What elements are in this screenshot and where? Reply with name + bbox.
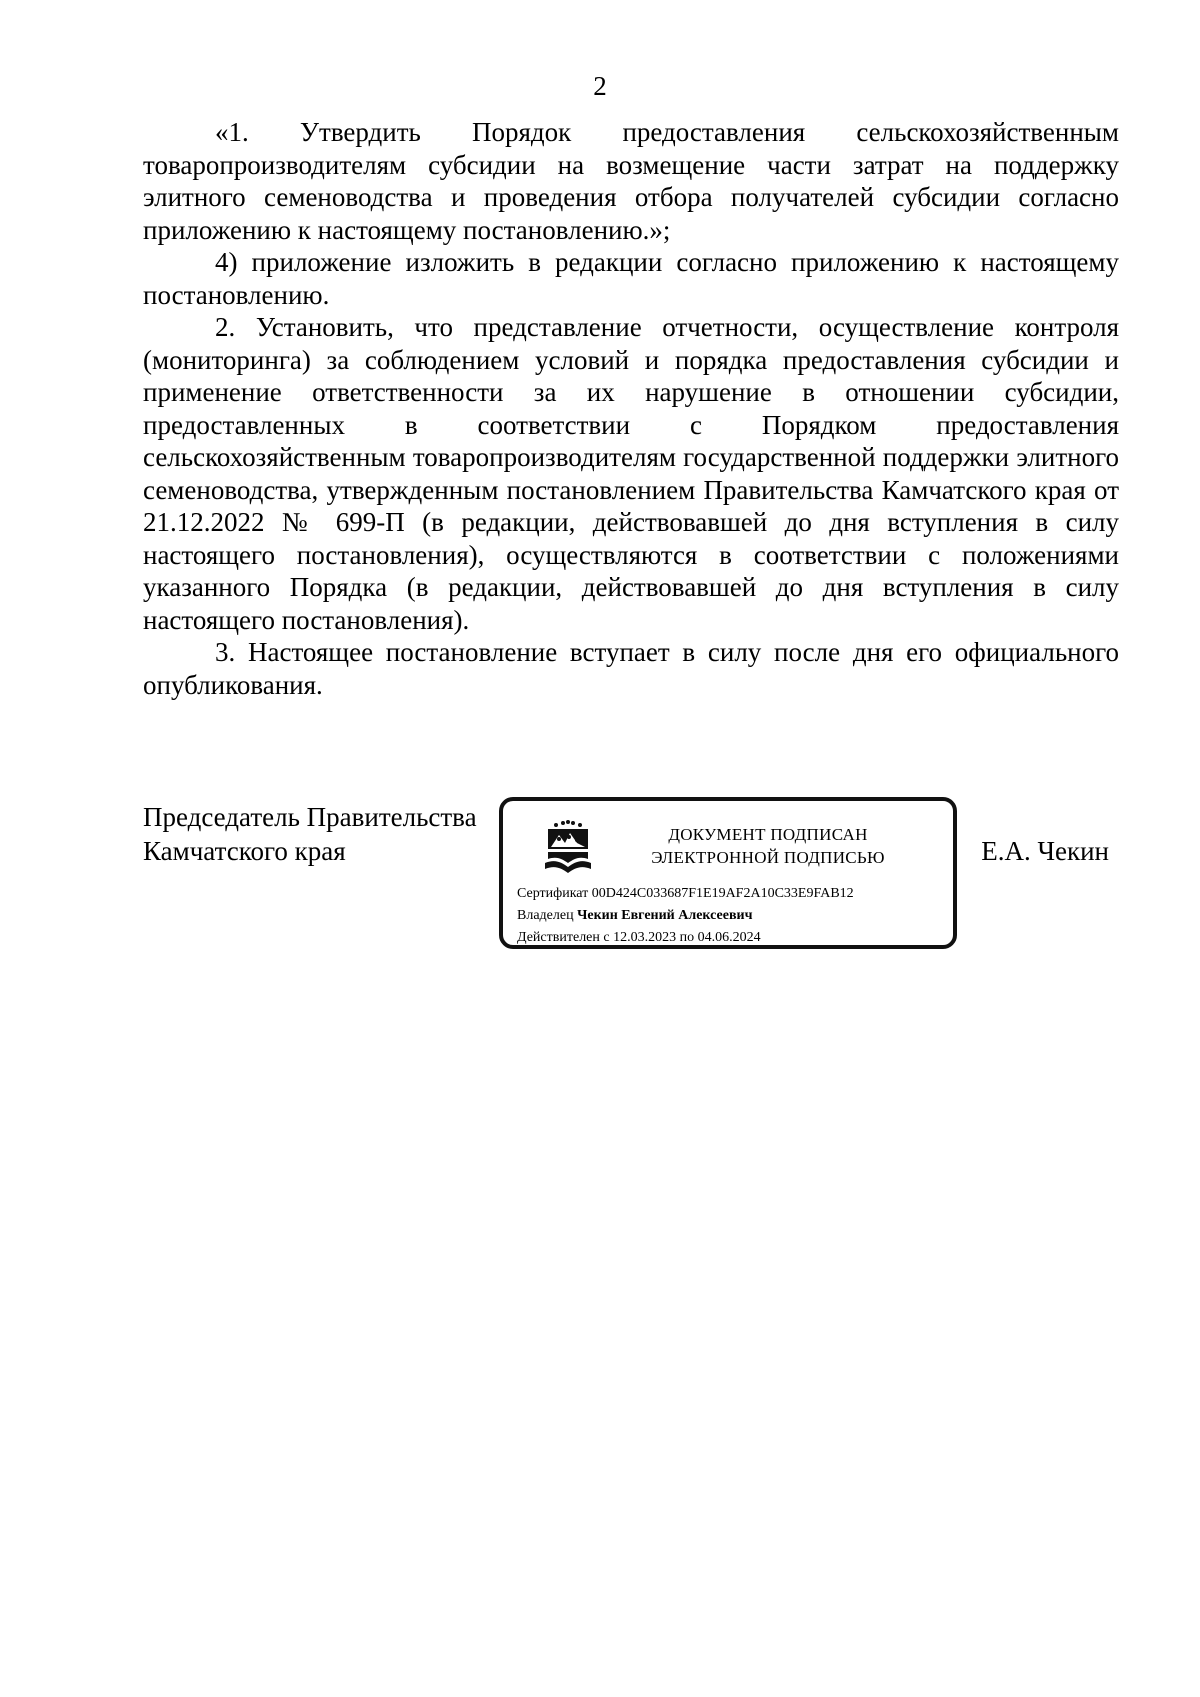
certificate-value: 00D424C033687F1E19AF2A10C33E9FAB12 (591, 886, 854, 901)
signer-name: Е.А. Чекин (981, 836, 1109, 866)
valid-to-date: 04.06.2024 (697, 930, 761, 945)
signer-position-line1: Председатель Правительства (143, 802, 477, 832)
electronic-signature-stamp (499, 797, 957, 949)
valid-to-label: по (679, 930, 695, 945)
paragraph-approve-procedure: «1. Утвердить Порядок предоставления сельскохозяйственным товаропроизводителям субсидии на возмещение части затрат на поддержку элитного семеноводства и проведения отбора получателей субсидии согласно приложению к настоящему постановлению.»; (143, 117, 1119, 245)
owner-label: Владелец (517, 908, 574, 923)
stamp-validity-row (517, 927, 854, 949)
paragraph-reporting-control: 2. Установить, что представление отчетности, осуществление контроля (мониторинга) за соблюдением условий и порядка предоставления субсидии и применение ответственности за их нарушение в отношении субсидии, предоставленных в соответствии с Порядком предоставления сельскохозяйственным товаропроизводителям государственной поддержки элитного семеноводства, утвержденным постановлением Правительства Камчатского края от 21.12.2022 № 699-П (в редакции, действовавшей до дня вступления в силу настоящего постановления), осуществляются в соответствии с положениями указанного Порядка (в редакции, действовавшей до дня вступления в силу настоящего постановления). (143, 312, 1119, 635)
valid-label: Действителен (517, 930, 600, 945)
page-number: 2 (593, 71, 607, 101)
stamp-details (517, 883, 854, 949)
signer-position (143, 800, 477, 868)
stamp-title-line2: ЭЛЕКТРОННОЙ ПОДПИСЬЮ (651, 848, 885, 867)
signature-block (143, 800, 1119, 970)
stamp-title-line1: ДОКУМЕНТ ПОДПИСАН (668, 825, 868, 844)
paragraph-entry-into-force: 3. Настоящее постановление вступает в силу после дня его официального опубликования. (143, 637, 1119, 700)
document-body (143, 116, 1119, 701)
stamp-certificate-row (517, 883, 854, 905)
stamp-title (613, 823, 923, 869)
paragraph-annex-edition: 4) приложение изложить в редакции согласно приложению к настоящему постановлению. (143, 247, 1119, 310)
valid-from-date: 12.03.2023 (613, 930, 677, 945)
stamp-owner-row (517, 905, 854, 927)
kamchatka-coat-of-arms-icon (539, 819, 597, 877)
owner-value: Чекин Евгений Алексеевич (577, 908, 753, 923)
certificate-label: Сертификат (517, 886, 589, 901)
signer-position-line2: Камчатского края (143, 836, 346, 866)
valid-from-label: с (603, 930, 610, 945)
